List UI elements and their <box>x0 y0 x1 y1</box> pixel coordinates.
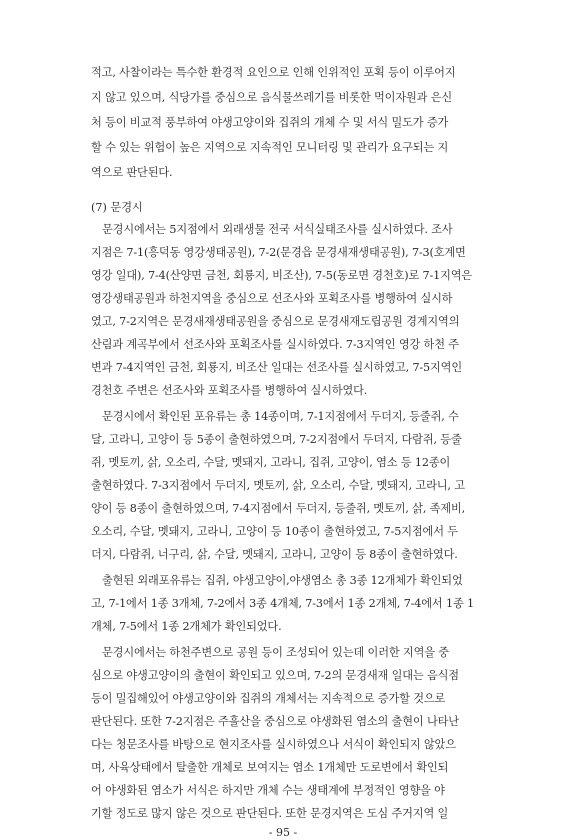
paragraph-3-line: 출현하였다. 7-3지점에서 두더지, 멧토끼, 삵, 오소리, 수달, 멧돼지, 고라니, 고 <box>91 479 465 492</box>
paragraph-4-line: 출현된 외래포유류는 집쥐, 야생고양이,야생염소 총 3종 12개체가 확인되었 <box>102 574 463 587</box>
paragraph-2-line: 영강생태공원과 하천지역을 중심으로 선조사와 포획조사를 병행하여 실시하 <box>91 292 453 305</box>
paragraph-5-line: 다는 청문조사를 바탕으로 현지조사를 실시하였으나 서식이 확인되지 않았으 <box>91 738 456 751</box>
paragraph-3-line: 쥐, 멧토끼, 삵, 오소리, 수달, 멧돼지, 고라니, 집쥐, 고양이, 염소 등 12종이 <box>91 456 451 469</box>
paragraph-4-line: 고, 7-1에서 1종 3개체, 7-2에서 3종 4개체, 7-3에서 1종 2개체, 7-4에서 1종 1 <box>91 597 474 610</box>
paragraph-3-line: 오소리, 수달, 멧돼지, 고라니, 고양이 등 10종이 출현하였고, 7-5지점에서 두 <box>91 525 458 538</box>
paragraph-1-line: 처 등이 비교적 풍부하여 야생고양이와 집쥐의 개체 수 및 서식 밀도가 증가 <box>91 116 449 129</box>
paragraph-3-line: 더지, 다람쥐, 너구리, 삵, 수달, 멧돼지, 고라니, 고양이 등 8종이 출현하였다. <box>91 548 458 561</box>
paragraph-5-line: 판단된다. 또한 7-2지점은 주흘산을 중심으로 야생화된 염소의 출현이 나타난 <box>91 715 459 728</box>
paragraph-5-line: 기할 정도로 많지 않은 것으로 판단된다. 또한 문경지역은 도심 주거지역 일 <box>91 807 449 820</box>
paragraph-3-line: 달, 고라니, 고양이 등 5종이 출현하였으며, 7-2지점에서 두더지, 다람쥐, 등줄 <box>91 433 462 446</box>
paragraph-5-line: 며, 사육상태에서 탈출한 개체로 보여지는 염소 1개체만 도로변에서 확인되 <box>91 761 449 774</box>
paragraph-5-line: 등이 밀집해있어 야생고양이와 집쥐의 개체서는 지속적으로 증가할 것으로 <box>91 692 446 705</box>
paragraph-2-line: 경천호 주변은 선조사와 포획조사를 병행하여 실시하였다. <box>91 384 368 397</box>
page-number: - 95 - <box>268 826 298 839</box>
section-heading: (7) 문경시 <box>91 201 143 214</box>
paragraph-1-line: 역으로 판단된다. <box>91 166 173 179</box>
paragraph-2-line: 였고, 7-2지역은 문경새재생태공원을 중심으로 문경새재도립공원 경계지역의 <box>91 315 460 328</box>
paragraph-3-line: 양이 등 8종이 출현하였으며, 7-4지점에서 두더지, 등줄쥐, 멧토끼, 삵, 족제비, <box>91 502 466 515</box>
paragraph-1-line: 지 않고 있으며, 식당가를 중심으로 음식물쓰레기를 비롯한 먹이자원과 은신 <box>91 91 453 104</box>
paragraph-5-line: 문경시에서는 하천주변으로 공원 등이 조성되어 있는데 이러한 지역을 중 <box>102 646 449 659</box>
paragraph-2-line: 산림과 계곡부에서 선조사와 포획조사를 실시하였다. 7-3지역인 영강 하천 주 <box>91 338 459 351</box>
paragraph-2-line: 지점은 7-1(흥덕동 영강생태공원), 7-2(문경읍 문경새재생태공원), 7-3(호계면 <box>91 246 466 259</box>
paragraph-5-line: 어 야생화된 염소가 서식은 하지만 개체 수는 생태계에 부정적인 영향을 야 <box>91 784 445 797</box>
paragraph-2-line: 영강 일대), 7-4(산양면 금천, 회룡지, 비조산), 7-5(동로면 경천호)로 7-1지역은 <box>91 269 473 282</box>
paragraph-1-line: 적고, 사찰이라는 특수한 환경적 요인으로 인해 인위적인 포획 등이 이루어지 <box>91 66 456 79</box>
paragraph-2-line: 변과 7-4지역인 금천, 회룡지, 비조산 일대는 선조사를 실시하였고, 7-5지역인 <box>91 361 463 374</box>
paragraph-1-line: 할 수 있는 위험이 높은 지역으로 지속적인 모니터링 및 관리가 요구되는 지 <box>91 141 449 154</box>
paragraph-4-line: 개체, 7-5에서 1종 2개체가 확인되었다. <box>91 620 282 633</box>
paragraph-5-line: 심으로 야생고양이의 출현이 확인되고 있으며, 7-2의 문경새재 일대는 음식점 <box>91 669 459 682</box>
paragraph-3-line: 문경시에서 확인된 포유류는 총 14종이며, 7-1지점에서 두더지, 등줄쥐, 수 <box>102 410 459 423</box>
paragraph-2-line: 문경시에서는 5지점에서 외래생물 전국 서식실태조사를 실시하였다. 조사 <box>102 223 453 236</box>
